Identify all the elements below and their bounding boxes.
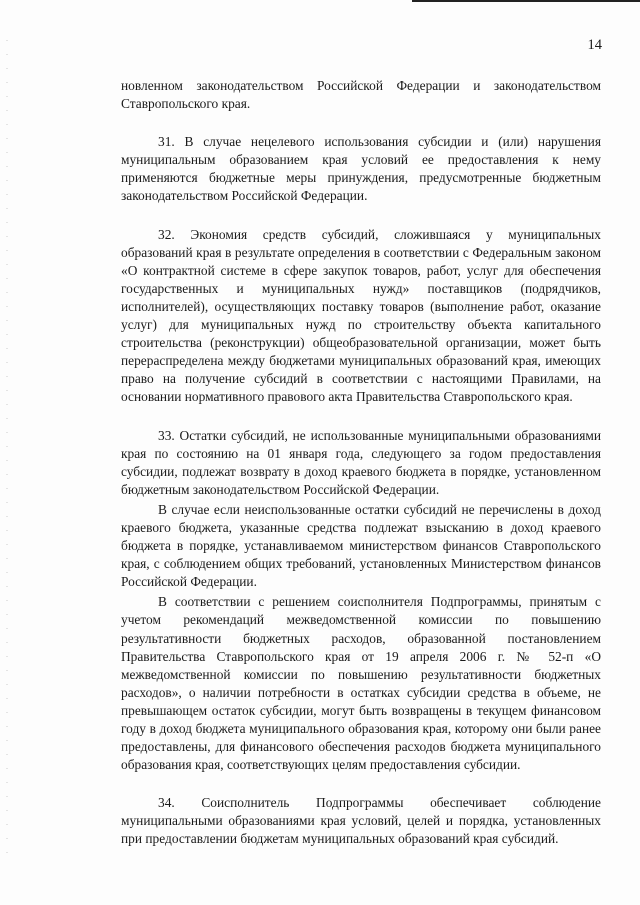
paragraph-33-part-3: В соответствии с решением соисполнителя Подпрограммы, принятым с учетом рекомендаций межведомственной комиссии по повышению результативности бюджетных расходов, образованной постановлением Правительства Ставропольского края от 19 апреля 2006 г. № 52-п «О межведомственной комиссии по повышению результативности бюджетных расходов», о наличии потребности в остатках субсидии средства в объеме, не превышающем остаток субсидии, могут быть возвращены в текущем финансовом году в доход бюджета муниципального образования края, которому они были ранее предоставлены, для финансового обеспечения расходов бюджета муниципального образования края, соответствующих целям предоставления субсидии. [121, 594, 601, 773]
paragraph-34: 34. Соисполнитель Подпрограммы обеспечивает соблюдение муниципальными образованиями края условий, целей и порядка, установленных при предоставлении бюджетам муниципальных образований края субсидий. [121, 795, 601, 847]
page-number: 14 [587, 37, 602, 53]
document-body [121, 77, 601, 849]
top-edge-line [412, 0, 640, 2]
scan-margin-marks [6, 40, 8, 860]
paragraph-31: 31. В случае нецелевого использования субсидии и (или) нарушения муниципальным образованием края условий ее предоставления к нему применяются бюджетные меры принуждения, предусмотренные бюджетным законодательством Российской Федерации. [121, 134, 601, 204]
paragraph-33: 33. Остатки субсидий, не использованные муниципальными образованиями края по состоянию на 01 января года, следующего за годом предоставления субсидии, подлежат возврату в доход краевого бюджета в порядке, установленном бюджетным законодательством Российской Федерации. [121, 427, 601, 497]
paragraph-32: 32. Экономия средств субсидий, сложившаяся у муниципальных образований края в результате определения в соответствии с Федеральным законом «О контрактной системе в сфере закупок товаров, работ, услуг для обеспечения государственных и муниципальных нужд» поставщиков (подрядчиков, исполнителей), осуществляющих поставку товаров (выполнение работ, оказание услуг) для муниципальных нужд по строительству объекта капитального строительства (реконструкции) общеобразовательной организации, может быть перераспределена между бюджетами муниципальных образований края, имеющих право на получение субсидий в соответствии с настоящими Правилами, на основании нормативного правового акта Правительства Ставропольского края. [121, 226, 601, 405]
paragraph-33-part-2: В случае если неиспользованные остатки субсидий не перечислены в доход краевого бюджета, указанные средства подлежат взысканию в доход краевого бюджета в порядке, устанавливаемом министерством финансов Ставропольского края, с соблюдением общих требований, установленных Министерством финансов Российской Федерации. [121, 501, 601, 590]
paragraph-continuation: новленном законодательством Российской Федерации и законодательством Ставропольского края. [121, 78, 601, 112]
